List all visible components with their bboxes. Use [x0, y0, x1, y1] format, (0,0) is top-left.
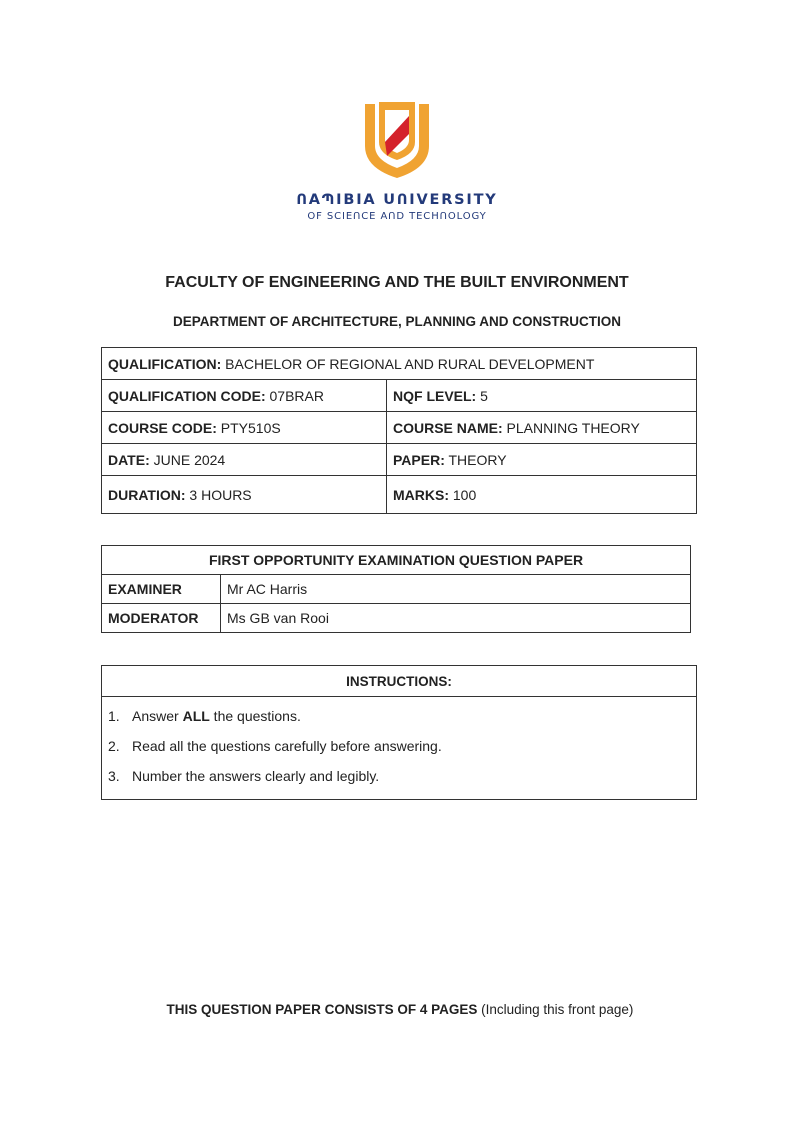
course-name-value: PLANNING THEORY — [502, 419, 640, 436]
instruction-item: 3. Number the answers clearly and legibly. — [108, 768, 380, 784]
instructions-body — [102, 697, 697, 800]
date-cell — [102, 444, 387, 476]
instructions-title: INSTRUCTIONS: — [102, 666, 697, 697]
examiner-label: EXAMINER — [102, 575, 221, 604]
instruction-item: 2. Read all the questions carefully before answering. — [108, 738, 442, 754]
qualification-value: BACHELOR OF REGIONAL AND RURAL DEVELOPMENT — [221, 355, 595, 372]
course-code-label: COURSE CODE: — [108, 419, 217, 436]
faculty-heading: FACULTY OF ENGINEERING AND THE BUILT ENVIRONMENT — [165, 274, 629, 291]
paper-cell — [387, 444, 697, 476]
moderator-label: MODERATOR — [102, 604, 221, 633]
moderator-value: Ms GB van Rooi — [221, 604, 691, 633]
qualification-code-cell — [102, 380, 387, 412]
department-heading: DEPARTMENT OF ARCHITECTURE, PLANNING AND CONSTRUCTION — [173, 314, 621, 329]
instructions-table — [101, 665, 697, 800]
qualification-label: QUALIFICATION: — [108, 355, 222, 372]
instruction-item: 1. Answer ALL the questions. — [108, 708, 301, 724]
paper-label: PAPER: — [393, 451, 445, 468]
course-details-table — [101, 347, 697, 514]
page-count-note — [0, 1002, 794, 1017]
qualification-code-value: 07BRAR — [265, 387, 324, 404]
page-count-normal: (Including this front page) — [477, 1002, 634, 1017]
university-subtitle: OF SCIEՈCE AՈD TECHՈOLOGY — [307, 211, 487, 222]
qualification-code-label: QUALIFICATION CODE: — [108, 387, 266, 404]
date-label: DATE: — [108, 451, 150, 468]
examiners-table — [101, 545, 691, 633]
marks-value: 100 — [449, 486, 477, 503]
marks-cell — [387, 476, 697, 514]
date-value: JUNE 2024 — [149, 451, 226, 468]
university-name: ՈAՊIBIA UՈIVERSITY — [296, 192, 498, 208]
marks-label: MARKS: — [393, 486, 449, 503]
duration-label: DURATION: — [108, 486, 186, 503]
nust-logo-icon — [357, 98, 437, 180]
course-name-cell — [387, 412, 697, 444]
duration-cell — [102, 476, 387, 514]
examiner-value: Mr AC Harris — [221, 575, 691, 604]
exam-title: FIRST OPPORTUNITY EXAMINATION QUESTION PAPER — [102, 546, 691, 575]
nqf-level-label: NQF LEVEL: — [393, 387, 477, 404]
course-code-value: PTY510S — [216, 419, 281, 436]
qualification-cell — [102, 348, 697, 380]
nqf-level-value: 5 — [476, 387, 488, 404]
duration-value: 3 HOURS — [185, 486, 252, 503]
course-code-cell — [102, 412, 387, 444]
course-name-label: COURSE NAME: — [393, 419, 503, 436]
nqf-level-cell — [387, 380, 697, 412]
page-count-bold: THIS QUESTION PAPER CONSISTS OF 4 PAGES — [166, 1002, 478, 1017]
paper-value: THEORY — [444, 451, 507, 468]
